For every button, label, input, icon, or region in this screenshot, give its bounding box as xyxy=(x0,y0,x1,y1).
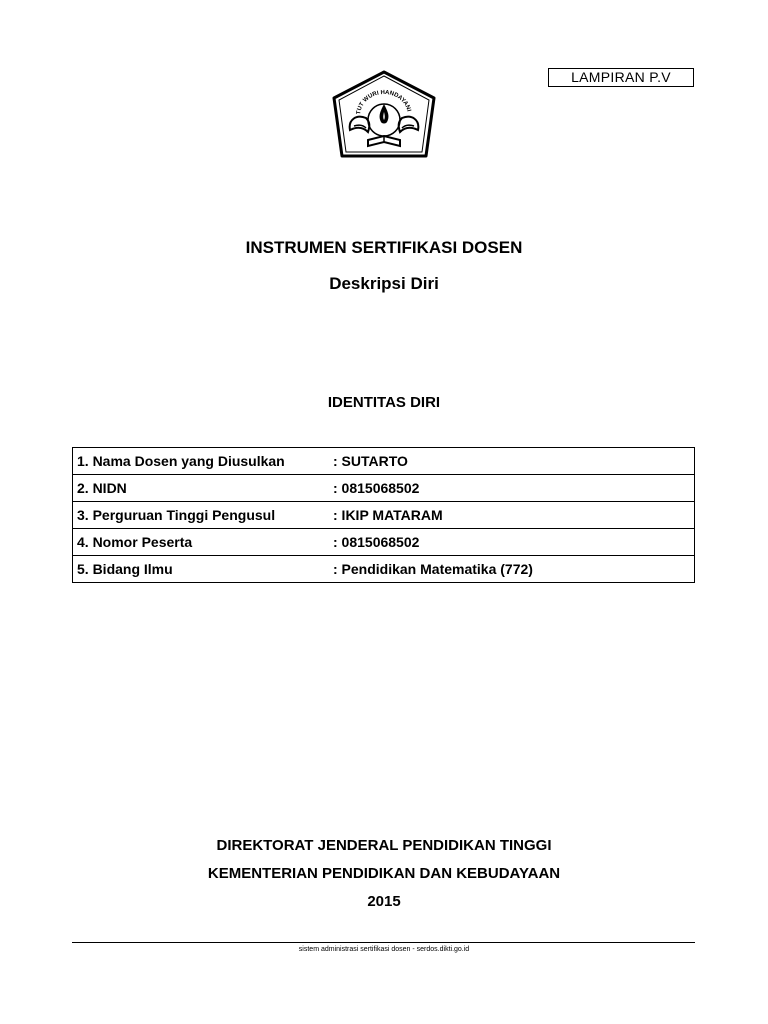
identity-label: 5. Bidang Ilmu xyxy=(73,556,330,583)
identity-value: : Pendidikan Matematika (772) xyxy=(329,556,695,583)
footer-ministry: KEMENTERIAN PENDIDIKAN DAN KEBUDAYAAN xyxy=(207,865,561,882)
section-title: IDENTITAS DIRI xyxy=(327,394,441,411)
identity-label: 3. Perguruan Tinggi Pengusul xyxy=(73,502,330,529)
identity-value: : 0815068502 xyxy=(329,475,695,502)
identity-label: 4. Nomor Peserta xyxy=(73,529,330,556)
footer-directorate: DIREKTORAT JENDERAL PENDIDIKAN TINGGI xyxy=(216,837,552,854)
table-row xyxy=(73,475,695,502)
tut-wuri-handayani-logo-icon xyxy=(328,68,440,168)
footer-divider xyxy=(72,942,695,943)
document-title: INSTRUMEN SERTIFIKASI DOSEN xyxy=(245,238,523,257)
document-subtitle: Deskripsi Diri xyxy=(329,274,439,293)
table-row xyxy=(73,448,695,475)
svg-text:TUT WURI HANDAYANI: TUT WURI HANDAYANI xyxy=(356,89,412,115)
table-row xyxy=(73,529,695,556)
identity-value: : SUTARTO xyxy=(329,448,695,475)
footer-year: 2015 xyxy=(367,893,401,910)
identity-label: 2. NIDN xyxy=(73,475,330,502)
identity-table xyxy=(72,447,695,583)
table-row xyxy=(73,556,695,583)
identity-label: 1. Nama Dosen yang Diusulkan xyxy=(73,448,330,475)
identity-value: : IKIP MATARAM xyxy=(329,502,695,529)
footnote: sistem administrasi sertifikasi dosen - serdos.dikti.go.id xyxy=(298,946,470,953)
lampiran-label: LAMPIRAN P.V xyxy=(548,68,694,87)
table-row xyxy=(73,502,695,529)
identity-value: : 0815068502 xyxy=(329,529,695,556)
